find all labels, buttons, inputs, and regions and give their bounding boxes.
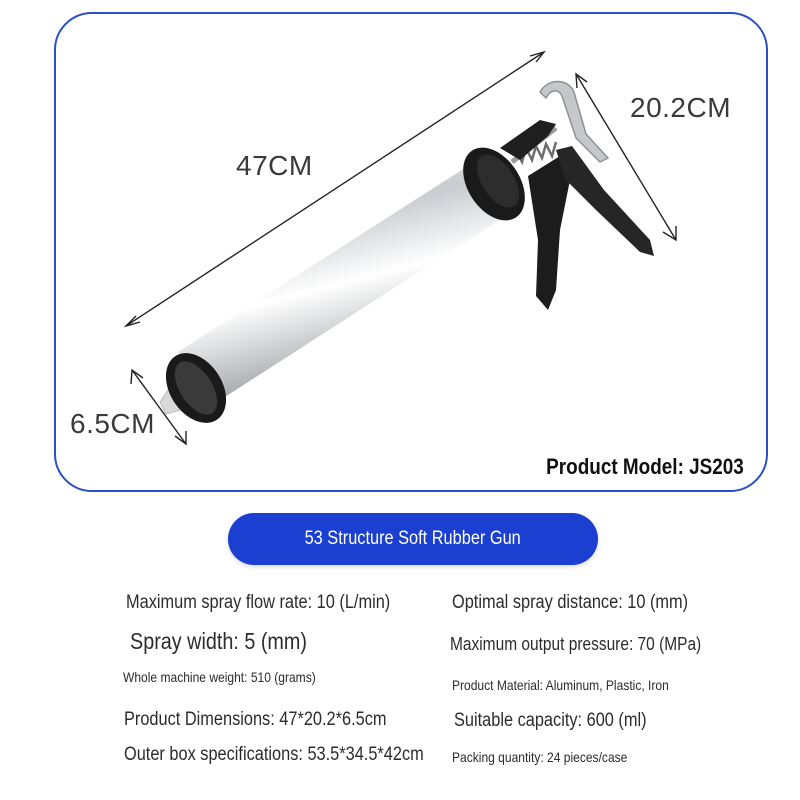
product-model: Product Model: JS203 bbox=[546, 454, 744, 479]
product-title-banner bbox=[228, 513, 598, 565]
height-label: 20.2CM bbox=[630, 92, 732, 123]
spec-capacity: Suitable capacity: 600 (ml) bbox=[454, 710, 647, 731]
spec-product-dimensions: Product Dimensions: 47*20.2*6.5cm bbox=[124, 709, 387, 730]
spec-spray-distance: Optimal spray distance: 10 (mm) bbox=[452, 592, 689, 613]
fixed-handle bbox=[528, 156, 570, 310]
length-label: 47CM bbox=[236, 150, 313, 181]
diameter-label: 6.5CM bbox=[70, 408, 155, 439]
spec-spray-width: Spray width: 5 (mm) bbox=[130, 628, 307, 654]
spec-weight: Whole machine weight: 510 (grams) bbox=[123, 669, 316, 685]
spec-max-pressure: Maximum output pressure: 70 (MPa) bbox=[450, 634, 702, 654]
trigger-handle bbox=[556, 146, 654, 256]
spec-material: Product Material: Aluminum, Plastic, Iron bbox=[452, 677, 669, 693]
spec-max-flow-rate: Maximum spray flow rate: 10 (L/min) bbox=[126, 592, 391, 613]
spec-outer-box: Outer box specifications: 53.5*34.5*42cm bbox=[124, 744, 424, 765]
product-title: 53 Structure Soft Rubber Gun bbox=[304, 528, 522, 549]
spec-packing: Packing quantity: 24 pieces/case bbox=[452, 749, 628, 765]
barrel-tube bbox=[178, 162, 512, 404]
